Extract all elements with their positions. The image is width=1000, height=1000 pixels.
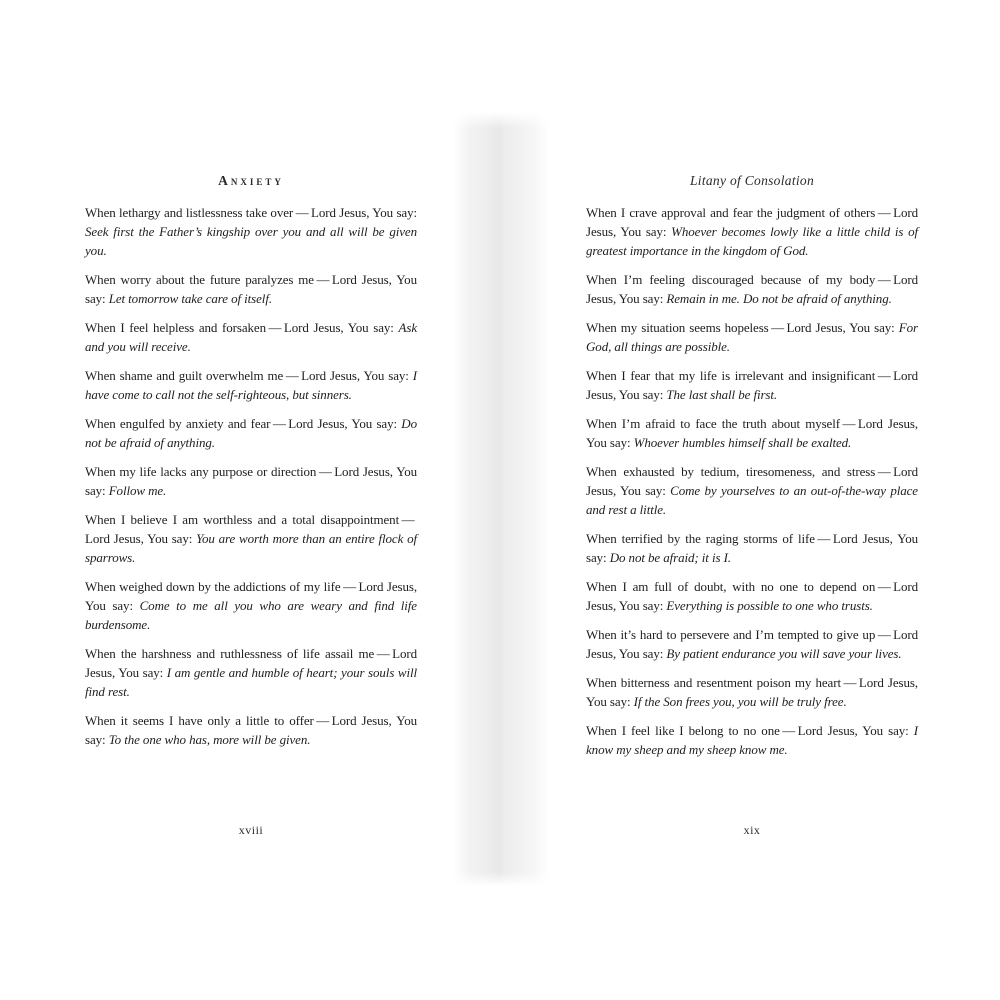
entry-response: Ask and you will receive. xyxy=(85,320,417,354)
entry-prompt: When engulfed by anxiety and fear — Lord Jesus, You say: xyxy=(85,416,402,431)
entry-prompt: When I feel like I belong to no one — Lord Jesus, You say: xyxy=(586,723,914,738)
entry-response: Do not be afraid; it is I. xyxy=(609,550,731,565)
litany-entry xyxy=(586,673,918,711)
entry-response: Follow me. xyxy=(108,483,167,498)
left-page-number: xviii xyxy=(238,823,264,837)
entry-prompt: When lethargy and listlessness take over — Lord Jesus, You say: xyxy=(85,205,417,220)
entry-prompt: When it seems I have only a little to offer — Lord Jesus, You say: xyxy=(85,713,417,747)
entry-prompt: When my situation seems hopeless — Lord Jesus, You say: xyxy=(586,320,899,335)
entry-prompt: When worry about the future paralyzes me — Lord Jesus, You say: xyxy=(85,272,417,306)
litany-entry xyxy=(85,711,417,749)
entry-response: Come to me all you who are weary and find life burdensome. xyxy=(85,598,417,632)
litany-entry xyxy=(85,644,417,701)
left-page-header: Anxiety xyxy=(218,173,284,189)
entry-response: I have come to call not the self-righteous, but sinners. xyxy=(85,368,417,402)
entry-response: The last shall be first. xyxy=(666,387,778,402)
entry-response: Come by yourselves to an out-of-the-way place and rest a little. xyxy=(586,483,918,517)
litany-entry xyxy=(586,414,918,452)
entry-response: Whoever humbles himself shall be exalted. xyxy=(633,435,852,450)
litany-entry xyxy=(586,577,918,615)
litany-entry xyxy=(586,366,918,404)
right-page-body xyxy=(586,203,918,769)
litany-entry xyxy=(85,577,417,634)
entry-response: To the one who has, more will be given. xyxy=(108,732,311,747)
entry-response: Do not be afraid of anything. xyxy=(85,416,417,450)
litany-entry xyxy=(586,203,918,260)
entry-response: Remain in me. Do not be afraid of anything. xyxy=(666,291,892,306)
litany-entry xyxy=(586,318,918,356)
entry-prompt: When exhausted by tedium, tiresomeness, and stress — Lord Jesus, You say: xyxy=(586,464,918,498)
entry-prompt: When I am full of doubt, with no one to depend on — Lord Jesus, You say: xyxy=(586,579,918,613)
litany-entry xyxy=(586,529,918,567)
right-page-header: Litany of Consolation xyxy=(689,173,815,189)
litany-entry xyxy=(85,203,417,260)
entry-response: By patient endurance you will save your lives. xyxy=(666,646,902,661)
entry-response: Whoever becomes lowly like a little child is of greatest importance in the kingdom of God. xyxy=(586,224,918,258)
entry-prompt: When terrified by the raging storms of life — Lord Jesus, You say: xyxy=(586,531,918,565)
entry-prompt: When I’m feeling discouraged because of my body — Lord Jesus, You say: xyxy=(586,272,918,306)
entry-prompt: When bitterness and resentment poison my heart — Lord Jesus, You say: xyxy=(586,675,918,709)
entry-prompt: When shame and guilt overwhelm me — Lord Jesus, You say: xyxy=(85,368,413,383)
litany-entry xyxy=(586,625,918,663)
entry-response: Let tomorrow take care of itself. xyxy=(108,291,272,306)
entry-prompt: When I’m afraid to face the truth about myself — Lord Jesus, You say: xyxy=(586,416,918,450)
entry-prompt: When the harshness and ruthlessness of life assail me — Lord Jesus, You say: xyxy=(85,646,417,680)
left-page xyxy=(85,0,417,1000)
gutter-shadow xyxy=(453,112,549,886)
entry-prompt: When I fear that my life is irrelevant and insignificant — Lord Jesus, You say: xyxy=(586,368,918,402)
litany-entry xyxy=(85,366,417,404)
entry-response: I am gentle and humble of heart; your souls will find rest. xyxy=(85,665,417,699)
entry-response: You are worth more than an entire flock of sparrows. xyxy=(85,531,417,565)
entry-response: I know my sheep and my sheep know me. xyxy=(586,723,918,757)
entry-response: If the Son frees you, you will be truly free. xyxy=(633,694,847,709)
litany-entry xyxy=(586,721,918,759)
entry-response: Seek first the Father’s kingship over you and all will be given you. xyxy=(85,224,417,258)
litany-entry xyxy=(586,462,918,519)
entry-prompt: When it’s hard to persevere and I’m tempted to give up — Lord Jesus, You say: xyxy=(586,627,918,661)
entry-response: For God, all things are possible. xyxy=(586,320,918,354)
litany-entry xyxy=(85,510,417,567)
entry-response: Everything is possible to one who trusts. xyxy=(666,598,873,613)
entry-prompt: When my life lacks any purpose or direction — Lord Jesus, You say: xyxy=(85,464,417,498)
right-page-number: xix xyxy=(743,823,761,837)
litany-entry xyxy=(85,462,417,500)
entry-prompt: When weighed down by the addictions of my life — Lord Jesus, You say: xyxy=(85,579,417,613)
litany-entry xyxy=(85,414,417,452)
entry-prompt: When I feel helpless and forsaken — Lord Jesus, You say: xyxy=(85,320,399,335)
litany-entry xyxy=(85,318,417,356)
entry-prompt: When I crave approval and fear the judgment of others — Lord Jesus, You say: xyxy=(586,205,918,239)
entry-prompt: When I believe I am worthless and a total disappointment — Lord Jesus, You say: xyxy=(85,512,417,546)
litany-entry xyxy=(586,270,918,308)
right-page xyxy=(586,0,918,1000)
litany-entry xyxy=(85,270,417,308)
left-page-body xyxy=(85,203,417,759)
